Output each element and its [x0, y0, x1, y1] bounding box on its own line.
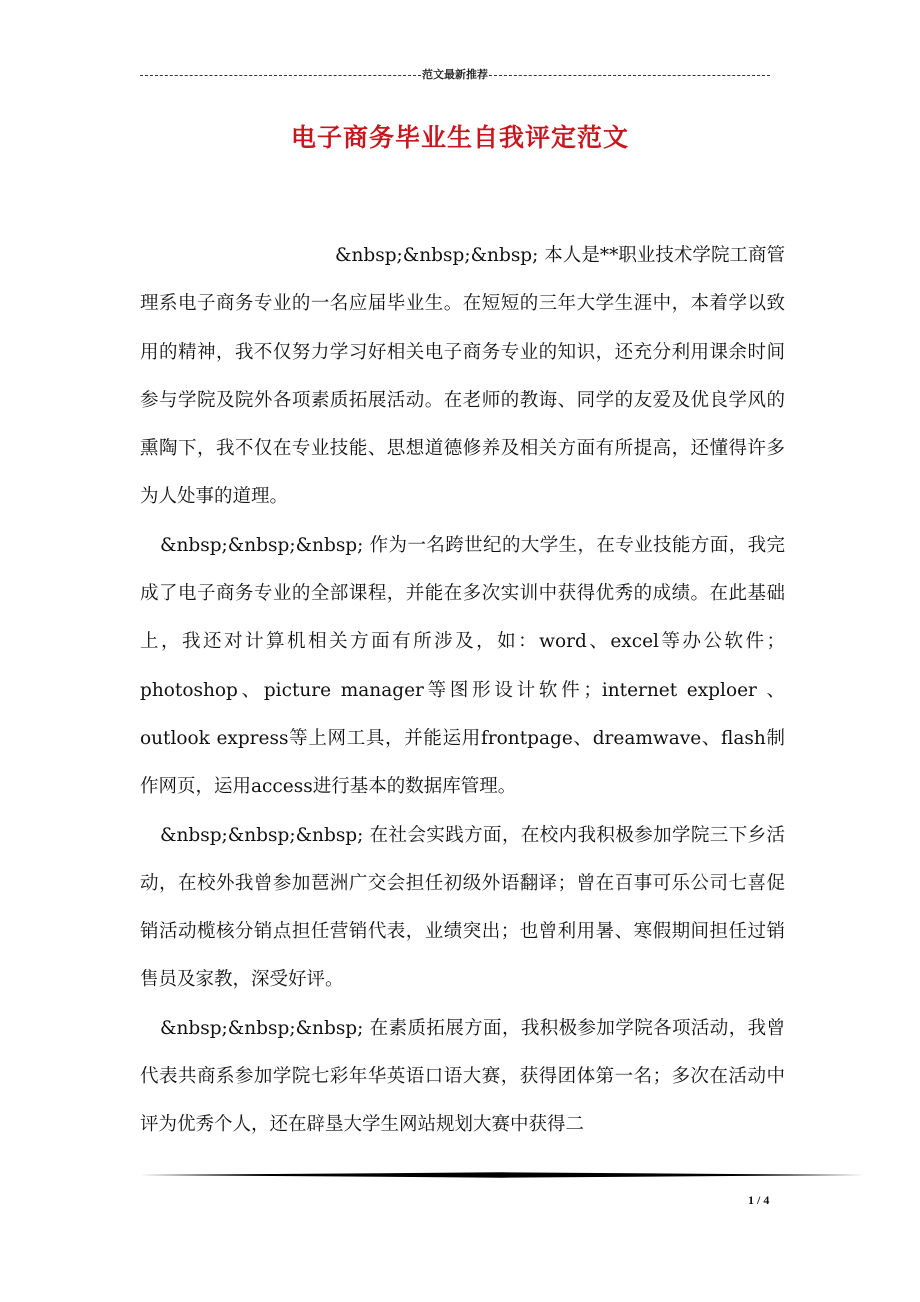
- header-dashes-right: [489, 75, 770, 76]
- header-text: 范文最新推荐: [422, 68, 488, 81]
- header-dashes-left: [140, 75, 421, 76]
- document-body: [140, 232, 785, 1150]
- document-title: 电子商务毕业生自我评定范文: [290, 123, 629, 152]
- paragraph: &nbsp;&nbsp;&nbsp; 在社会实践方面，在校内我积极参加学院三下乡活动，在校外我曾参加琶洲广交会担任初级外语翻译；曾在百事可乐公司七喜促销活动榄核分销点担任营销代表，业绩突出；也曾利用暑、寒假期间担任过销售员及家教，深受好评。: [140, 824, 785, 991]
- paragraph: &nbsp;&nbsp;&nbsp; 作为一名跨世纪的大学生，在专业技能方面，我完成了电子商务专业的全部课程，并能在多次实训中获得优秀的成绩。在此基础上，我还对计算机相关方面有所涉及，如：word、excel等办公软件；photoshop、picture manager等图形设计软件；internet exploer 、outlook express等上网工具，并能运用frontpage、dreamwave、flash制作网页，运用access进行基本的数据库管理。: [140, 534, 785, 798]
- page-number: 1 / 4: [748, 1193, 770, 1207]
- page-header: [140, 66, 770, 82]
- paragraph: &nbsp;&nbsp;&nbsp; 本人是**职业技术学院工商管理系电子商务专业的一名应届毕业生。在短短的三年大学生涯中，本着学以致用的精神，我不仅努力学习好相关电子商务专业的知识，还充分利用课余时间参与学院及院外各项素质拓展活动。在老师的教诲、同学的友爱及优良学风的熏陶下，我不仅在专业技能、思想道德修养及相关方面有所提高，还懂得许多为人处事的道理。: [140, 245, 785, 508]
- footer-rule: [140, 1172, 864, 1178]
- paragraph: &nbsp;&nbsp;&nbsp; 在素质拓展方面，我积极参加学院各项活动，我曾代表共商系参加学院七彩年华英语口语大赛，获得团体第一名；多次在活动中评为优秀个人，还在辟垦大学生网站规划大赛中获得二: [140, 1017, 785, 1136]
